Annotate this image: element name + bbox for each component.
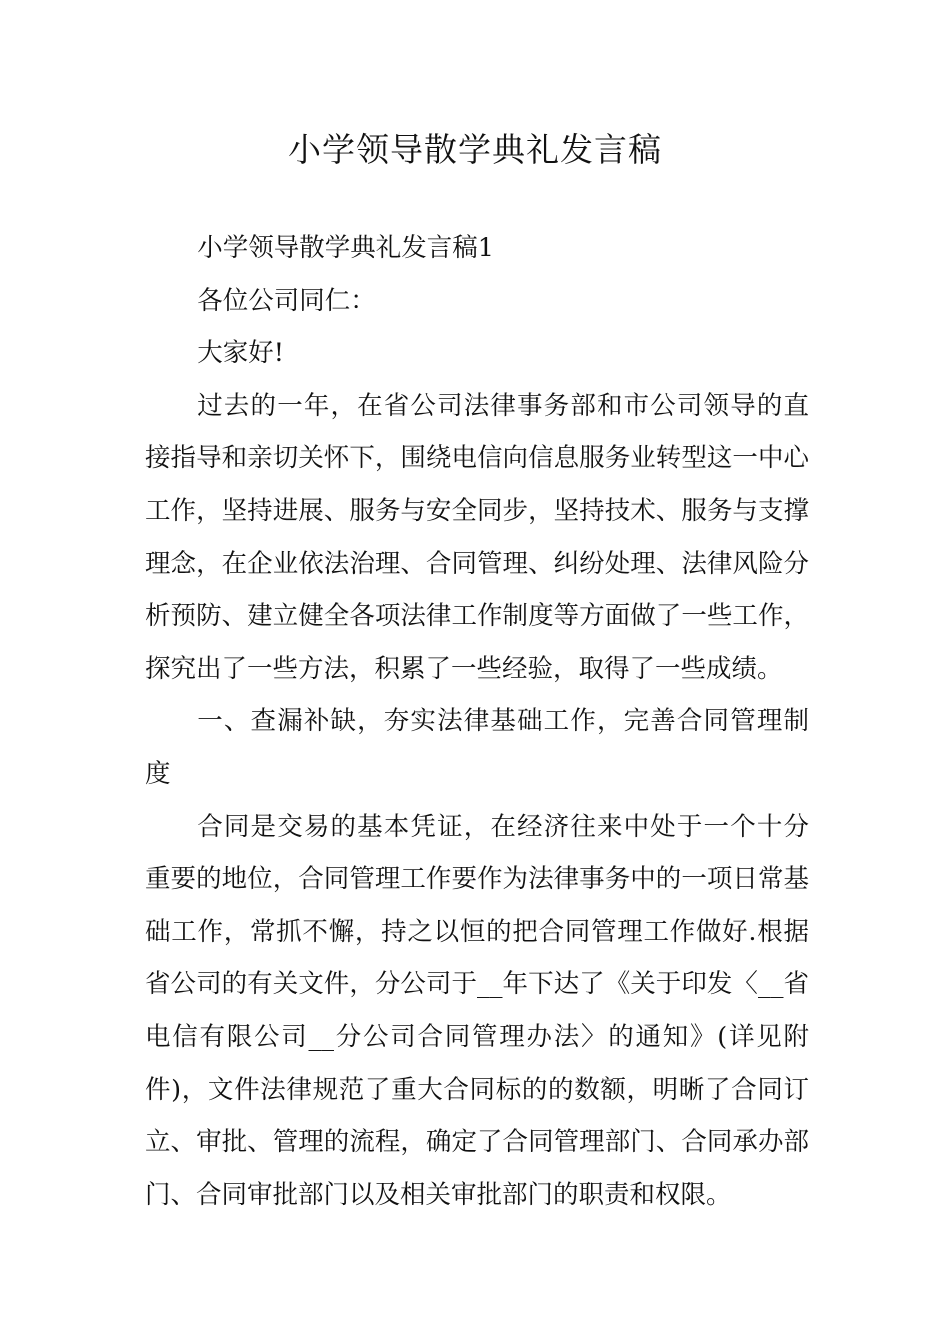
document-title: 小学领导散学典礼发言稿 [288, 130, 662, 169]
paragraph-section-heading: 一、查漏补缺，夯实法律基础工作，完善合同管理制度 [145, 706, 809, 789]
paragraph-greeting: 大家好! [197, 338, 285, 369]
paragraph-summary: 过去的一年，在省公司法律事务部和市公司领导的直接指导和亲切关怀下，围绕电信向信息服务业转型这一中心工作，坚持进展、服务与安全同步，坚持技术、服务与支撑理念，在企业依法治理、合同管理、纠纷处理、法律风险分析预防、建立健全各项法律工作制度等方面做了一些工作，探究出了一些方法，积累了一些经验，取得了一些成绩。 [145, 390, 809, 684]
document-body [145, 222, 809, 1221]
paragraph-subtitle: 小学领导散学典礼发言稿1 [197, 233, 494, 263]
paragraph-contract-management: 合同是交易的基本凭证，在经济往来中处于一个十分重要的地位，合同管理工作要作为法律事务中的一项日常基础工作，常抓不懈，持之以恒的把合同管理工作做好.根据省公司的有关文件，分公司于__年下达了《关于印发〈__省电信有限公司__分公司合同管理办法〉的通知》(详见附件)，文件法律规范了重大合同标的的数额，明晰了合同订立、审批、管理的流程，确定了合同管理部门、合同承办部门、合同审批部门以及相关审批部门的职责和权限。 [145, 811, 809, 1210]
paragraph-salutation: 各位公司同仁： [197, 285, 376, 316]
